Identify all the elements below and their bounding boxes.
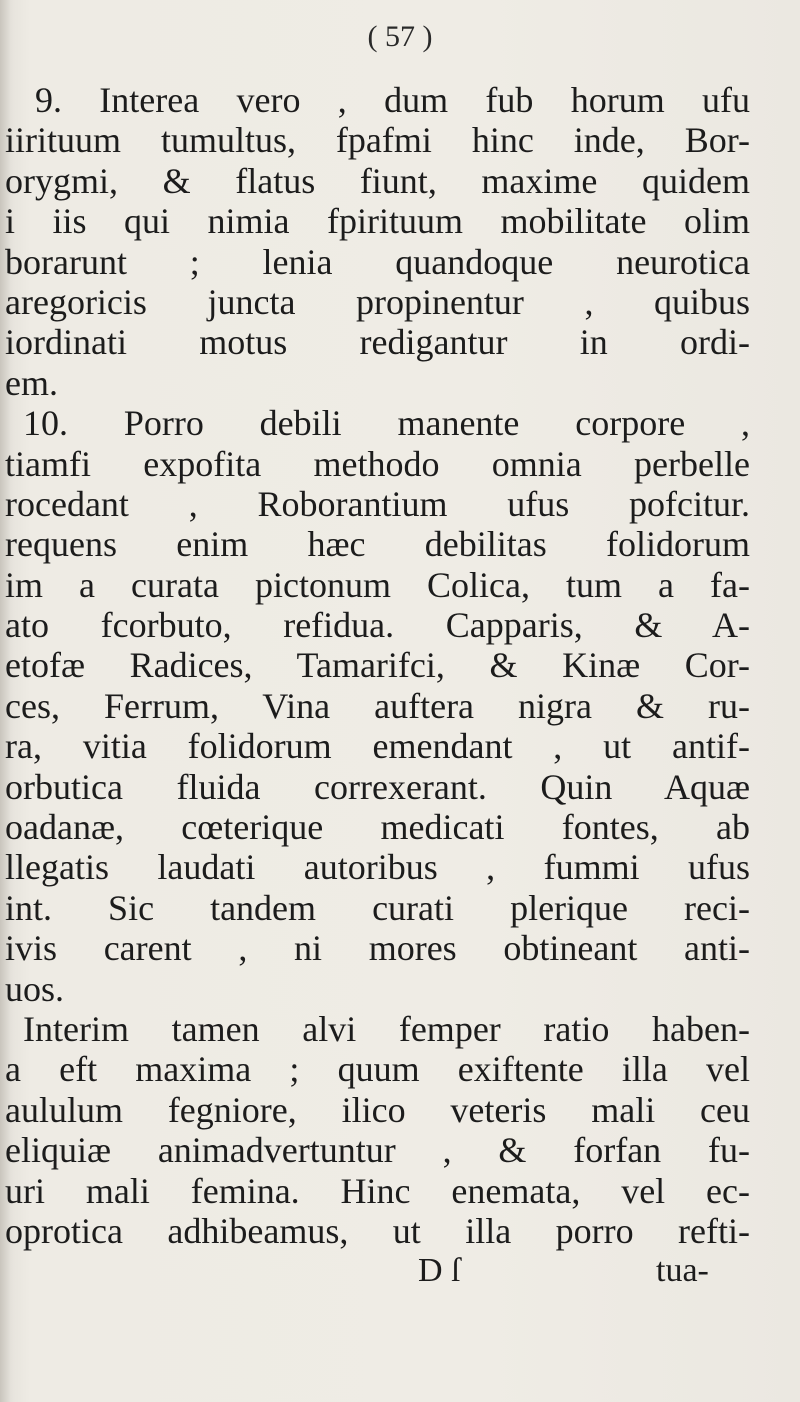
text-line: ato fcorbuto, refidua. Capparis, & A- <box>5 605 750 646</box>
text-line: ces, Ferrum, Vina auftera nigra & ru- <box>5 685 750 726</box>
text-line: uri mali femina. Hinc enemata, vel ec- <box>5 1170 750 1211</box>
catchword: tua- <box>656 1252 709 1290</box>
text-line: oadanæ, cœterique medicati fontes, ab <box>5 807 750 848</box>
text-line: requens enim hæc debilitas folidorum <box>5 524 750 565</box>
text-line: iirituum tumultus, fpafmi hinc inde, Bor- <box>5 120 750 161</box>
text-line: oprotica adhibeamus, ut illa porro refti- <box>5 1210 750 1251</box>
text-line: 9. Interea vero , dum fub horum ufu <box>35 80 750 120</box>
signature-mark: D ſ <box>418 1252 461 1290</box>
body-text <box>0 80 800 1292</box>
text-line: etofæ Radices, Tamarifci, & Kinæ Cor- <box>5 645 750 686</box>
text-line: llegatis laudati autoribus , fummi ufus <box>5 847 750 888</box>
text-line: orygmi, & flatus fiunt, maxime quidem <box>5 160 750 201</box>
text-line: int. Sic tandem curati plerique reci- <box>5 887 750 928</box>
text-line: aregoricis juncta propinentur , quibus <box>5 281 750 322</box>
text-line: 10. Porro debili manente corpore , <box>23 403 750 444</box>
page-number: ( 57 ) <box>367 20 433 53</box>
text-line: iordinati motus redigantur in ordi- <box>5 322 750 363</box>
text-line: orbutica fluida correxerant. Quin Aquæ <box>5 766 750 807</box>
text-line: eliquiæ animadvertuntur , & forfan fu- <box>5 1130 750 1171</box>
text-line: tiamfi expofita methodo omnia perbelle <box>5 443 750 484</box>
page-footer <box>0 1251 800 1291</box>
text-line: borarunt ; lenia quandoque neurotica <box>5 241 750 282</box>
text-line: aululum fegniore, ilico veteris mali ceu <box>5 1089 750 1130</box>
text-line: a eft maxima ; quum exiftente illa vel <box>5 1049 750 1090</box>
text-line: im a curata pictonum Colica, tum a fa- <box>5 564 750 605</box>
text-line: ra, vitia folidorum emendant , ut antif- <box>5 726 750 767</box>
text-line: Interim tamen alvi femper ratio haben- <box>23 1008 750 1049</box>
text-line: rocedant , Roborantium ufus pofcitur. <box>5 483 750 524</box>
text-line: uos. <box>5 968 65 1009</box>
text-line: em. <box>5 362 58 403</box>
text-line: ivis carent , ni mores obtineant anti- <box>5 928 750 969</box>
text-line: i iis qui nimia fpirituum mobilitate olim <box>5 201 750 242</box>
